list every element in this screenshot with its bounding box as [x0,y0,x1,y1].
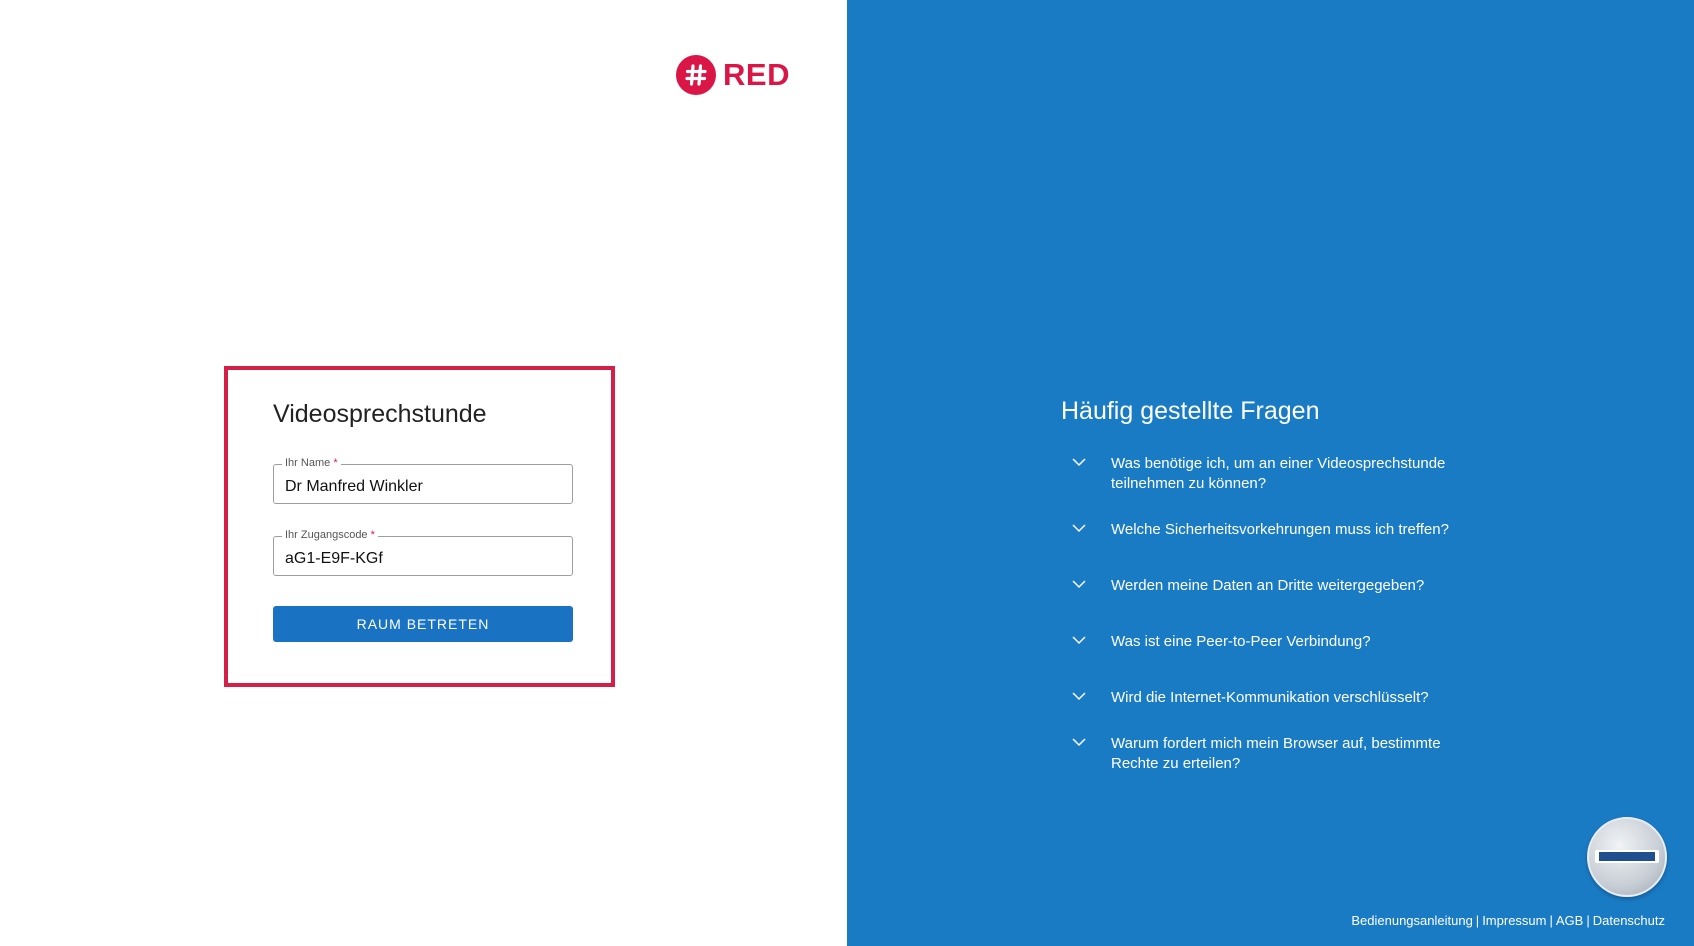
faq-question[interactable]: Werden meine Daten an Dritte weitergegeben? [1111,577,1425,594]
faq-item[interactable] [1071,632,1491,652]
chevron-down-icon[interactable] [1071,454,1087,470]
faq-item[interactable] [1071,520,1491,540]
login-card [224,366,615,687]
faq-title: Häufig gestellte Fragen [1061,397,1320,425]
chevron-down-icon[interactable] [1071,734,1087,750]
required-mark: * [333,457,338,469]
chevron-down-icon[interactable] [1071,632,1087,648]
faq-panel [847,0,1694,946]
faq-item[interactable] [1071,576,1491,596]
chevron-down-icon[interactable] [1071,576,1087,592]
access-code-input[interactable] [285,550,563,568]
access-code-field-label [282,528,378,542]
access-code-field[interactable] [273,529,573,576]
footer-separator: | [1586,913,1590,928]
name-label-text: Ihr Name [285,457,331,469]
faq-question[interactable]: Was ist eine Peer-to-Peer Verbindung? [1111,633,1371,650]
faq-question[interactable]: Wird die Internet-Kommunikation verschlüsselt? [1111,689,1429,706]
seal-band [1595,850,1659,863]
faq-list [1071,454,1491,774]
faq-item[interactable] [1071,688,1491,708]
faq-question[interactable]: Warum fordert mich mein Browser auf, bestimmte Rechte zu erteilen? [1111,735,1441,772]
name-field-label [282,456,341,470]
required-mark: * [370,529,375,541]
faq-question[interactable]: Welche Sicherheitsvorkehrungen muss ich treffen? [1111,521,1449,538]
footer-link-impressum[interactable]: Impressum [1482,913,1547,928]
faq-item[interactable] [1071,454,1491,494]
red-logo [676,55,790,95]
enter-room-button[interactable]: RAUM BETRETEN [273,606,573,642]
footer-link-bedienungsanleitung[interactable]: Bedienungsanleitung [1351,913,1473,928]
seal-inner [1599,852,1655,861]
chevron-down-icon[interactable] [1071,688,1087,704]
chevron-down-icon[interactable] [1071,520,1087,536]
faq-item[interactable] [1071,734,1491,774]
faq-question[interactable]: Was benötige ich, um an einer Videosprechstunde teilnehmen zu können? [1111,455,1446,492]
footer-link-datenschutz[interactable]: Datenschutz [1592,913,1665,928]
footer-separator: | [1549,913,1553,928]
logo-text: RED [723,57,790,92]
name-field[interactable] [273,457,573,504]
datenschutz-seal-icon[interactable] [1587,817,1667,897]
footer-link-agb[interactable]: AGB [1555,913,1584,928]
name-input[interactable] [285,478,563,496]
access-code-label-text: Ihr Zugangscode [285,529,368,541]
login-title: Videosprechstunde [273,400,487,428]
footer-separator: | [1475,913,1480,928]
hashtag-logo-icon [676,55,716,95]
footer-links [1351,913,1665,928]
